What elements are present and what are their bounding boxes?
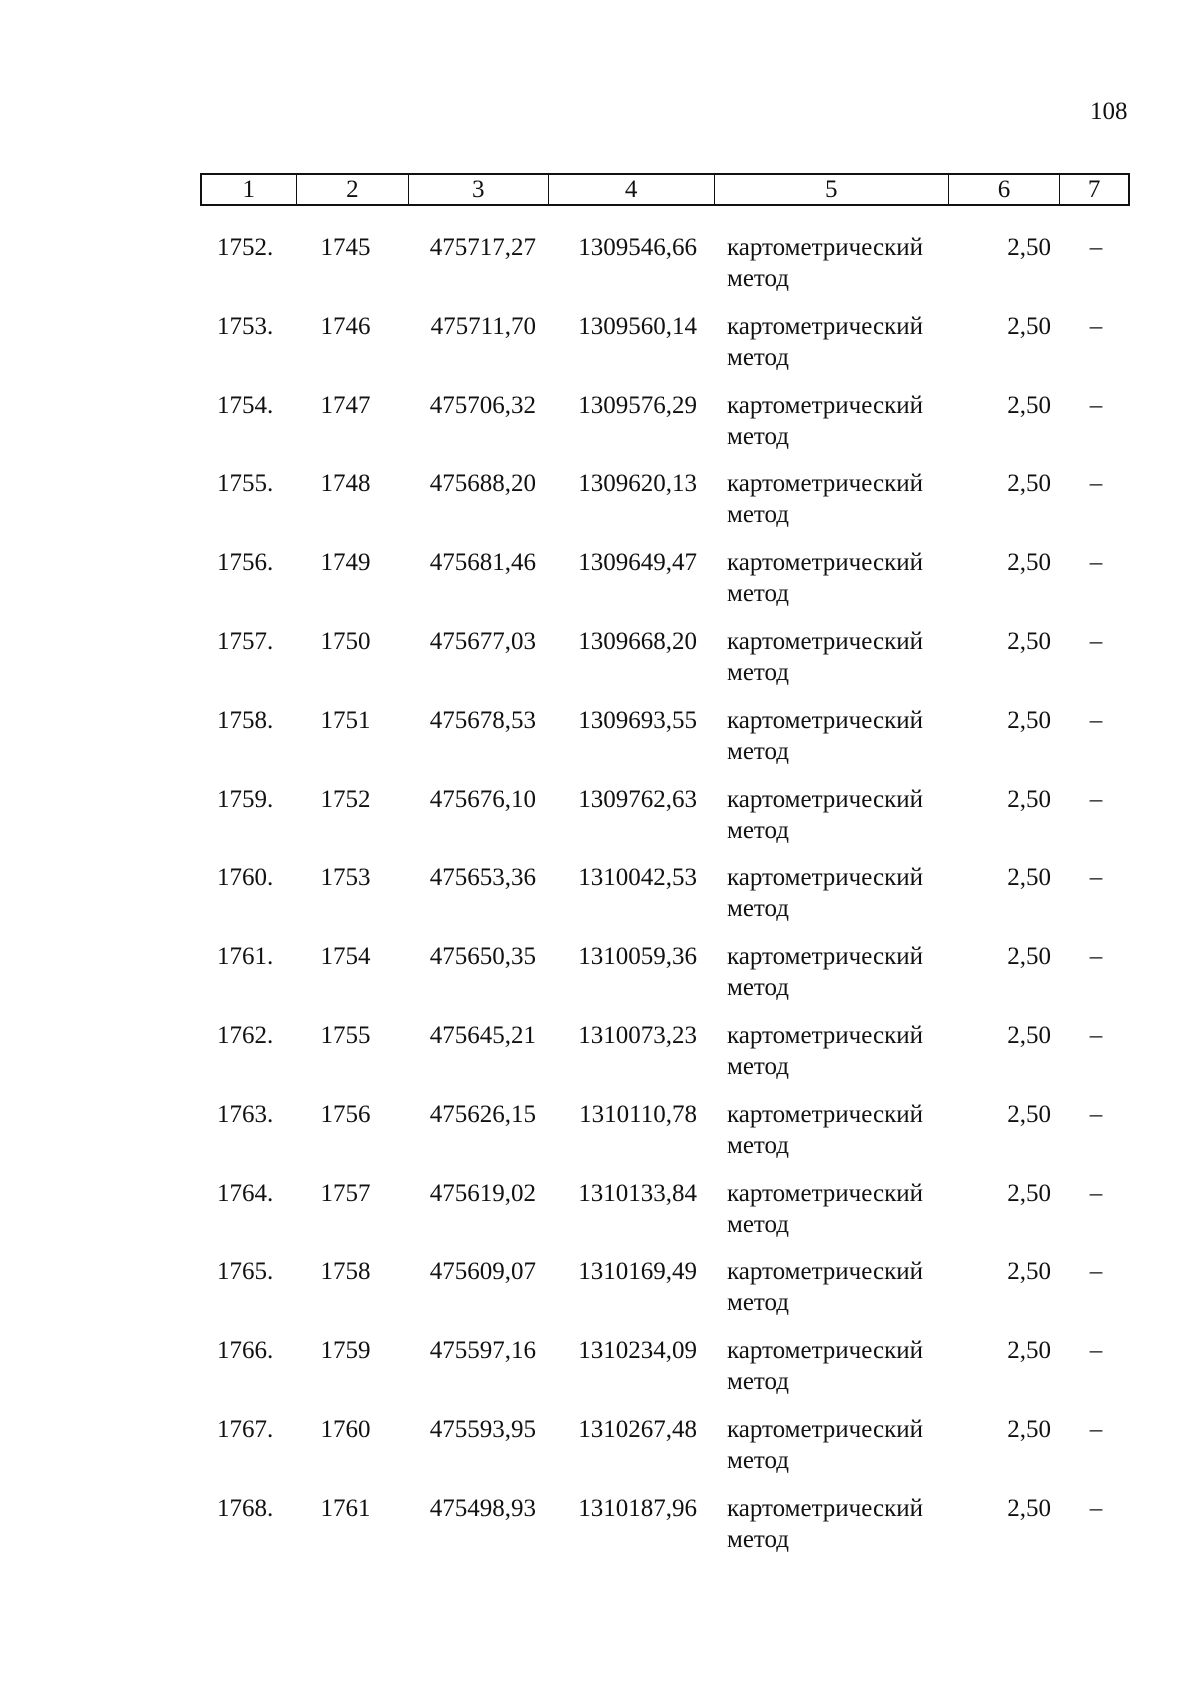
method-line-2: метод — [727, 265, 790, 292]
accuracy: 2,50 — [1007, 1179, 1051, 1207]
header-cell-3: 3 — [409, 175, 548, 204]
method-line-1: картометрический — [727, 1494, 923, 1522]
page-number: 108 — [1090, 98, 1128, 125]
method — [715, 626, 950, 686]
method — [715, 547, 950, 608]
note: – — [1089, 1337, 1103, 1365]
method — [715, 468, 950, 529]
coordinate-y: 1310073,23 — [578, 1021, 697, 1049]
note: – — [1089, 627, 1103, 655]
coordinate-y: 1309693,55 — [578, 706, 697, 734]
table-row — [200, 994, 1130, 1080]
coordinate-y: 1310059,36 — [578, 943, 697, 971]
note: – — [1089, 549, 1103, 577]
note: – — [1089, 1021, 1103, 1049]
row-number: 1754. — [217, 391, 274, 419]
header-cell-4: 4 — [549, 175, 715, 204]
header-cell-2: 2 — [297, 175, 410, 204]
note: – — [1089, 312, 1103, 340]
row-number: 1761. — [217, 943, 274, 971]
method-line-1: картометрический — [727, 785, 923, 813]
table-header — [200, 173, 1130, 206]
method-line-1: картометрический — [727, 1337, 923, 1365]
coordinate-y: 1309620,13 — [578, 470, 697, 498]
note: – — [1089, 864, 1103, 892]
coordinate-y: 1309560,14 — [578, 312, 697, 340]
method-line-2: метод — [727, 1289, 790, 1317]
accuracy: 2,50 — [1007, 864, 1051, 892]
table-row — [200, 1152, 1130, 1238]
note: – — [1089, 943, 1103, 971]
method-line-2: метод — [727, 422, 790, 450]
row-number: 1758. — [217, 706, 274, 734]
method — [715, 1178, 950, 1238]
method-line-1: картометрический — [727, 864, 923, 892]
point-number: 1747 — [320, 391, 371, 419]
accuracy: 2,50 — [1007, 627, 1051, 655]
table-row — [200, 1388, 1130, 1474]
coordinate-x: 475711,70 — [430, 312, 536, 340]
method — [715, 1020, 950, 1080]
method-line-1: картометрический — [727, 943, 923, 971]
header-cell-6: 6 — [949, 175, 1061, 204]
table-row — [200, 521, 1130, 608]
coordinate-y: 1309546,66 — [578, 234, 697, 261]
coordinate-x: 475688,20 — [429, 470, 536, 498]
coordinate-x: 475678,53 — [429, 706, 536, 734]
accuracy: 2,50 — [1007, 391, 1051, 419]
row-number: 1760. — [217, 864, 274, 892]
row-number: 1767. — [217, 1415, 274, 1443]
accuracy: 2,50 — [1007, 1494, 1051, 1522]
coordinate-x: 475681,46 — [429, 549, 536, 577]
method-line-2: метод — [727, 343, 790, 371]
method-line-1: картометрический — [727, 312, 923, 340]
method-line-1: картометрический — [727, 470, 923, 498]
point-number: 1752 — [320, 785, 371, 813]
method — [715, 784, 950, 844]
coordinate-x: 475717,27 — [429, 234, 536, 261]
row-number: 1763. — [217, 1100, 274, 1128]
point-number: 1761 — [320, 1494, 371, 1522]
note: – — [1089, 470, 1103, 498]
coordinate-x: 475653,36 — [429, 864, 536, 892]
row-number: 1765. — [217, 1258, 274, 1286]
note: – — [1089, 1258, 1103, 1286]
coordinate-y: 1310110,78 — [579, 1100, 697, 1128]
table-row — [200, 285, 1130, 371]
point-number: 1745 — [320, 234, 371, 261]
table-row — [200, 206, 1130, 292]
coordinate-y: 1310169,49 — [578, 1258, 697, 1286]
table-body — [200, 206, 1130, 1553]
method — [715, 232, 950, 292]
accuracy: 2,50 — [1007, 1258, 1051, 1286]
coordinate-x: 475677,03 — [429, 627, 536, 655]
table-row — [200, 915, 1130, 1002]
coordinate-y: 1309576,29 — [578, 391, 697, 419]
table-row — [200, 442, 1130, 529]
coordinate-x: 475645,21 — [429, 1021, 536, 1049]
row-number: 1762. — [217, 1021, 274, 1049]
row-number: 1757. — [217, 627, 274, 655]
note: – — [1089, 1100, 1103, 1128]
table-row — [200, 1467, 1130, 1553]
method-line-2: метод — [727, 1052, 790, 1080]
note: – — [1089, 1179, 1103, 1207]
row-number: 1756. — [217, 549, 274, 577]
table-row — [200, 758, 1130, 844]
coordinate-x: 475597,16 — [429, 1337, 536, 1365]
table-row — [200, 1230, 1130, 1317]
method-line-2: метод — [727, 1368, 790, 1396]
accuracy: 2,50 — [1007, 1337, 1051, 1365]
method-line-2: метод — [727, 816, 790, 844]
method-line-2: метод — [727, 1446, 790, 1474]
coordinate-x: 475676,10 — [429, 785, 536, 813]
row-number: 1759. — [217, 785, 274, 813]
point-number: 1756 — [320, 1100, 371, 1128]
point-number: 1748 — [320, 470, 371, 498]
accuracy: 2,50 — [1007, 470, 1051, 498]
coordinate-y: 1309668,20 — [578, 627, 697, 655]
method-line-1: картометрический — [727, 1179, 923, 1207]
method-line-1: картометрический — [727, 1415, 923, 1443]
point-number: 1757 — [320, 1179, 371, 1207]
point-number: 1750 — [320, 627, 371, 655]
header-cell-5: 5 — [715, 175, 949, 204]
row-number: 1753. — [217, 312, 274, 340]
method-line-2: метод — [727, 737, 790, 765]
point-number: 1754 — [320, 943, 371, 971]
method-line-2: метод — [727, 658, 790, 686]
coordinate-y: 1310187,96 — [578, 1494, 697, 1522]
table-row — [200, 364, 1130, 450]
method-line-1: картометрический — [727, 549, 923, 577]
method — [715, 390, 950, 450]
point-number: 1746 — [320, 312, 371, 340]
note: – — [1089, 706, 1103, 734]
coordinate-y: 1310042,53 — [578, 864, 697, 892]
point-number: 1760 — [320, 1415, 371, 1443]
accuracy: 2,50 — [1007, 234, 1051, 261]
row-number: 1764. — [217, 1179, 274, 1207]
row-number: 1768. — [217, 1494, 274, 1522]
method — [715, 1493, 950, 1553]
method — [715, 311, 950, 371]
method-line-1: картометрический — [727, 1021, 923, 1049]
table-row — [200, 1309, 1130, 1396]
method-line-2: метод — [727, 1210, 790, 1238]
note: – — [1089, 1415, 1103, 1443]
coordinate-x: 475706,32 — [429, 391, 536, 419]
coordinate-y: 1309649,47 — [578, 549, 697, 577]
accuracy: 2,50 — [1007, 943, 1051, 971]
method — [715, 705, 950, 765]
row-number: 1755. — [217, 470, 274, 498]
note: – — [1089, 234, 1103, 261]
coordinate-y: 1310234,09 — [578, 1337, 697, 1365]
coordinate-x: 475619,02 — [429, 1179, 536, 1207]
point-number: 1755 — [320, 1021, 371, 1049]
method-line-1: картометрический — [727, 1258, 923, 1286]
method — [715, 941, 950, 1002]
point-number: 1751 — [320, 706, 371, 734]
coordinate-y: 1310267,48 — [578, 1415, 697, 1443]
header-cell-7: 7 — [1087, 175, 1101, 203]
method — [715, 862, 950, 923]
method-line-2: метод — [727, 580, 790, 608]
coordinate-x: 475609,07 — [429, 1258, 536, 1286]
note: – — [1089, 785, 1103, 813]
point-number: 1758 — [320, 1258, 371, 1286]
row-number: 1766. — [217, 1337, 274, 1365]
method — [715, 1099, 950, 1159]
accuracy: 2,50 — [1007, 312, 1051, 340]
row-number: 1752. — [217, 234, 274, 261]
coordinate-x: 475593,95 — [429, 1415, 536, 1443]
accuracy: 2,50 — [1007, 1021, 1051, 1049]
point-number: 1749 — [320, 549, 371, 577]
method-line-1: картометрический — [727, 234, 923, 261]
method — [715, 1335, 950, 1396]
note: – — [1089, 391, 1103, 419]
point-number: 1753 — [320, 864, 371, 892]
accuracy: 2,50 — [1007, 785, 1051, 813]
method — [715, 1414, 950, 1474]
table-row — [200, 836, 1130, 923]
method-line-1: картометрический — [727, 627, 923, 655]
accuracy: 2,50 — [1007, 1100, 1051, 1128]
accuracy: 2,50 — [1007, 549, 1051, 577]
method-line-2: метод — [727, 1525, 790, 1553]
table-row — [200, 1073, 1130, 1159]
coordinate-x: 475650,35 — [429, 943, 536, 971]
method-line-1: картометрический — [727, 391, 923, 419]
table-row — [200, 679, 1130, 765]
accuracy: 2,50 — [1007, 1415, 1051, 1443]
coordinate-y: 1310133,84 — [578, 1179, 697, 1207]
method-line-2: метод — [727, 974, 790, 1002]
method-line-2: метод — [727, 895, 790, 923]
table-row — [200, 600, 1130, 686]
coordinate-x: 475498,93 — [429, 1494, 536, 1522]
method — [715, 1256, 950, 1317]
coordinate-x: 475626,15 — [429, 1100, 536, 1128]
method-line-2: метод — [727, 1131, 790, 1159]
coordinate-y: 1309762,63 — [578, 785, 697, 813]
accuracy: 2,50 — [1007, 706, 1051, 734]
coordinates-table — [200, 173, 1130, 1553]
method-line-1: картометрический — [727, 1100, 923, 1128]
method-line-2: метод — [727, 501, 790, 529]
note: – — [1089, 1494, 1103, 1522]
header-cell-1: 1 — [202, 175, 297, 204]
method-line-1: картометрический — [727, 706, 923, 734]
point-number: 1759 — [320, 1337, 371, 1365]
